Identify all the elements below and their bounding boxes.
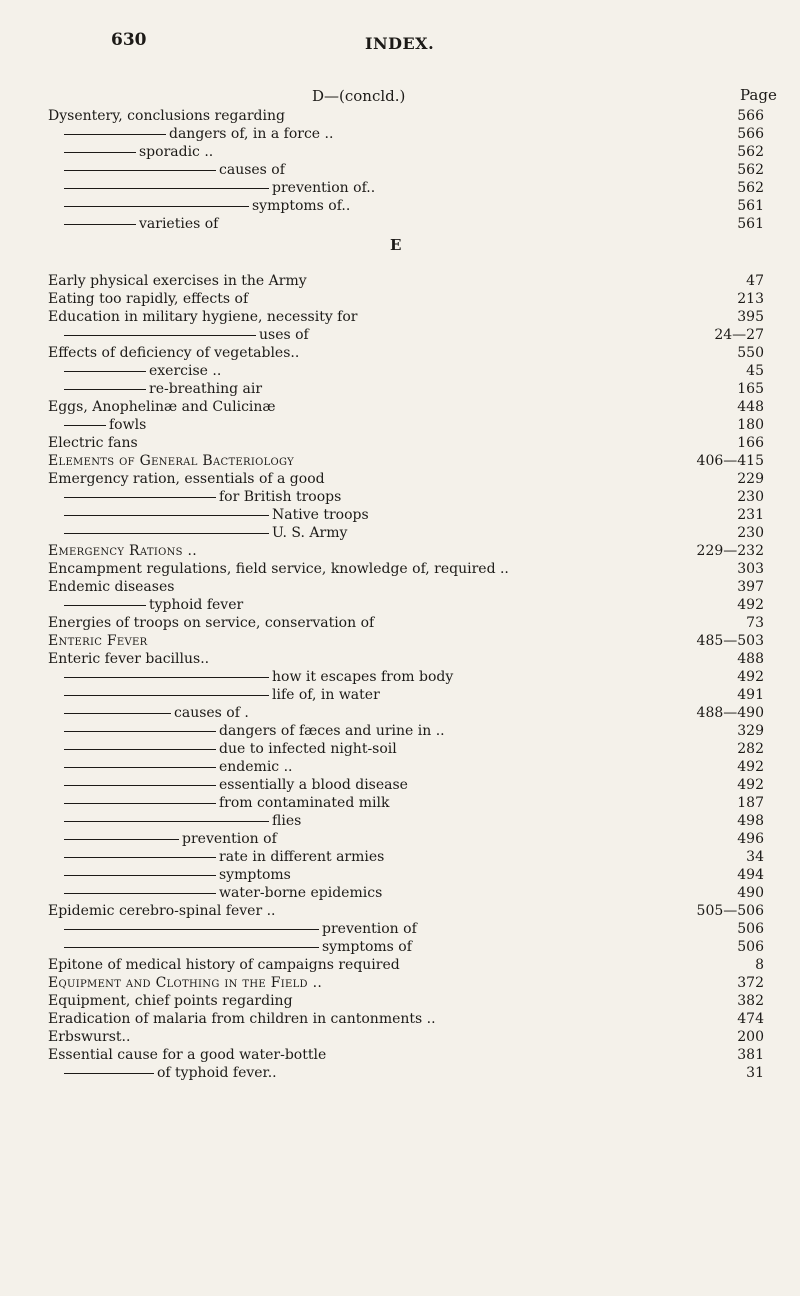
index-entry	[0, 939, 800, 955]
entry-page-number: 488	[737, 651, 764, 667]
index-entry	[0, 399, 800, 415]
index-entry-text	[64, 507, 369, 523]
index-entry-text	[64, 813, 301, 829]
entry-label: prevention of..	[272, 180, 376, 196]
ditto-rule	[64, 224, 136, 225]
entry-label: uses of	[259, 327, 309, 343]
entry-label: flies	[272, 813, 302, 829]
index-entry-text	[48, 651, 209, 667]
index-entry-text	[48, 579, 174, 595]
entry-label: Equipment, chief points regarding	[48, 993, 293, 1009]
entry-page-number: 505—506	[696, 903, 764, 919]
index-entry	[0, 216, 800, 232]
index-entry	[0, 651, 800, 667]
entry-page-number: 566	[737, 126, 764, 142]
entry-label: prevention of	[182, 831, 277, 847]
ditto-rule	[64, 875, 216, 876]
entry-label: Erbswurst..	[48, 1029, 131, 1045]
index-entry	[0, 993, 800, 1009]
ditto-rule	[64, 605, 146, 606]
index-entry	[0, 435, 800, 451]
ditto-rule	[64, 371, 146, 372]
index-entry	[0, 1065, 800, 1081]
ditto-rule	[64, 170, 216, 171]
ditto-rule	[64, 188, 269, 189]
entry-label: Enteric Fever	[48, 633, 148, 649]
entry-page-number: 73	[746, 615, 764, 631]
ditto-rule	[64, 821, 269, 822]
index-entry-text	[48, 1011, 436, 1027]
entry-label: U. S. Army	[272, 525, 348, 541]
index-entry-text	[64, 363, 221, 379]
entry-page-number: 213	[737, 291, 764, 307]
index-entry-text	[64, 831, 277, 847]
index-entry-text	[64, 759, 293, 775]
index-entry	[0, 669, 800, 685]
entry-page-number: 506	[737, 921, 764, 937]
entry-label: Native troops	[272, 507, 369, 523]
index-entry-text	[64, 741, 397, 757]
index-entry-text	[64, 939, 412, 955]
entry-page-number: 34	[746, 849, 764, 865]
entry-label: Education in military hygiene, necessity for	[48, 309, 358, 325]
index-entry-text	[64, 216, 218, 232]
ditto-rule	[64, 134, 166, 135]
page-number: 630	[111, 30, 147, 50]
index-entry-text	[48, 291, 248, 307]
entry-label: Equipment and Clothing in the Field ..	[48, 975, 323, 991]
index-entry	[0, 813, 800, 829]
index-entry-text	[64, 921, 417, 937]
index-entry	[0, 795, 800, 811]
entry-page-number: 8	[755, 957, 764, 973]
index-entry	[0, 633, 800, 649]
index-entry	[0, 309, 800, 325]
entry-label: from contaminated milk	[219, 795, 390, 811]
index-entry	[0, 198, 800, 214]
entry-label: Energies of troops on service, conservation of	[48, 615, 375, 631]
entry-page-number: 231	[737, 507, 764, 523]
section-letter-heading: E	[390, 236, 402, 254]
entry-label: re-breathing air	[149, 381, 263, 397]
index-entry	[0, 327, 800, 343]
entry-label: Dysentery, conclusions regarding	[48, 108, 285, 124]
index-entry-text	[64, 327, 309, 343]
entry-page-number: 395	[737, 309, 764, 325]
index-entry	[0, 144, 800, 160]
index-entry-text	[48, 615, 374, 631]
index-entry-text	[48, 471, 325, 487]
entry-page-number: 229	[737, 471, 764, 487]
ditto-rule	[64, 947, 319, 948]
index-entry-text	[48, 273, 307, 289]
entry-label: symptoms	[219, 867, 291, 883]
entry-label: dangers of, in a force ..	[169, 126, 334, 142]
page-column-label: Page	[740, 86, 777, 104]
index-entry-text	[64, 162, 285, 178]
entry-label: Effects of deficiency of vegetables..	[48, 345, 300, 361]
entry-page-number: 406—415	[696, 453, 764, 469]
entry-page-number: 488—490	[696, 705, 764, 721]
entry-page-number: 566	[737, 108, 764, 124]
section-continued-heading: D—(concld.)	[312, 87, 406, 105]
index-entry-text	[48, 435, 138, 451]
entry-page-number: 561	[737, 198, 764, 214]
index-entry	[0, 507, 800, 523]
index-entry	[0, 108, 800, 124]
index-entry	[0, 291, 800, 307]
entry-label: rate in different armies	[219, 849, 385, 865]
index-entry	[0, 126, 800, 142]
entry-label: Elements of General Bacteriology	[48, 453, 295, 469]
index-entry	[0, 273, 800, 289]
index-entry	[0, 597, 800, 613]
index-entry-text	[48, 903, 276, 919]
ditto-rule	[64, 515, 269, 516]
index-entry	[0, 453, 800, 469]
entry-page-number: 550	[737, 345, 764, 361]
entry-label: Epidemic cerebro-spinal fever ..	[48, 903, 276, 919]
entry-label: Eating too rapidly, effects of	[48, 291, 249, 307]
entry-label: causes of .	[174, 705, 249, 721]
ditto-rule	[64, 893, 216, 894]
index-entry	[0, 759, 800, 775]
index-entry-text	[48, 561, 509, 577]
ditto-rule	[64, 731, 216, 732]
entry-label: Eggs, Anophelinæ and Culicinæ	[48, 399, 276, 415]
entry-label: sporadic ..	[139, 144, 214, 160]
index-entry-text	[48, 345, 299, 361]
index-entry	[0, 615, 800, 631]
index-entry	[0, 381, 800, 397]
entry-label: Emergency ration, essentials of a good	[48, 471, 325, 487]
index-entry-text	[64, 597, 243, 613]
entry-page-number: 166	[737, 435, 764, 451]
entry-page-number: 282	[737, 741, 764, 757]
entry-page-number: 229—232	[696, 543, 764, 559]
ditto-rule	[64, 929, 319, 930]
index-entry-text	[48, 957, 400, 973]
entry-label: due to infected night-soil	[219, 741, 397, 757]
entry-page-number: 24—27	[714, 327, 764, 343]
index-entry-text	[64, 867, 291, 883]
entry-page-number: 303	[737, 561, 764, 577]
entry-label: prevention of	[322, 921, 417, 937]
index-entry	[0, 741, 800, 757]
entry-label: Epitone of medical history of campaigns required	[48, 957, 400, 973]
index-entry-text	[64, 687, 380, 703]
entry-page-number: 45	[746, 363, 764, 379]
index-entry-text	[64, 1065, 277, 1081]
ditto-rule	[64, 425, 106, 426]
entry-label: of typhoid fever..	[157, 1065, 277, 1081]
index-entry-text	[48, 108, 285, 124]
entry-label: Endemic diseases	[48, 579, 175, 595]
index-entry-text	[64, 144, 213, 160]
entry-page-number: 165	[737, 381, 764, 397]
entry-page-number: 490	[737, 885, 764, 901]
index-entry-text	[64, 126, 333, 142]
entry-label: Emergency Rations ..	[48, 543, 198, 559]
index-entry	[0, 345, 800, 361]
entry-label: Early physical exercises in the Army	[48, 273, 307, 289]
entry-page-number: 561	[737, 216, 764, 232]
index-entry	[0, 903, 800, 919]
index-entry-text	[64, 885, 382, 901]
entry-label: causes of	[219, 162, 285, 178]
ditto-rule	[64, 749, 216, 750]
index-entry	[0, 471, 800, 487]
index-entry-text	[48, 993, 293, 1009]
index-entry	[0, 1011, 800, 1027]
index-entry-text	[48, 1029, 130, 1045]
ditto-rule	[64, 335, 256, 336]
entry-page-number: 230	[737, 489, 764, 505]
running-head: INDEX.	[365, 34, 435, 53]
entry-page-number: 492	[737, 759, 764, 775]
ditto-rule	[64, 389, 146, 390]
entry-label: essentially a blood disease	[219, 777, 408, 793]
entry-label: Enteric fever bacillus..	[48, 651, 210, 667]
index-entry	[0, 561, 800, 577]
index-entry-text	[48, 975, 322, 991]
index-entry-text	[64, 525, 347, 541]
ditto-rule	[64, 839, 179, 840]
entry-page-number: 381	[737, 1047, 764, 1063]
entry-page-number: 492	[737, 597, 764, 613]
index-entry-text	[64, 849, 384, 865]
entry-label: Encampment regulations, field service, knowledge of, required ..	[48, 561, 509, 577]
entry-page-number: 562	[737, 144, 764, 160]
index-entry-text	[48, 453, 294, 469]
index-entry	[0, 1047, 800, 1063]
ditto-rule	[64, 803, 216, 804]
entry-page-number: 498	[737, 813, 764, 829]
ditto-rule	[64, 497, 216, 498]
entry-page-number: 448	[737, 399, 764, 415]
entry-label: life of, in water	[272, 687, 380, 703]
entry-label: exercise ..	[149, 363, 222, 379]
ditto-rule	[64, 857, 216, 858]
ditto-rule	[64, 695, 269, 696]
ditto-rule	[64, 767, 216, 768]
index-entry	[0, 543, 800, 559]
entry-page-number: 372	[737, 975, 764, 991]
index-entry-text	[64, 489, 341, 505]
entry-label: varieties of	[139, 216, 219, 232]
entry-page-number: 230	[737, 525, 764, 541]
entry-page-number: 187	[737, 795, 764, 811]
ditto-rule	[64, 152, 136, 153]
index-entry	[0, 162, 800, 178]
index-entry-text	[64, 705, 249, 721]
index-entry-text	[64, 795, 389, 811]
index-entry	[0, 723, 800, 739]
entry-label: fowls	[109, 417, 147, 433]
index-entry-text	[64, 723, 445, 739]
entry-label: typhoid fever	[149, 597, 244, 613]
index-entry-text	[64, 669, 453, 685]
entry-page-number: 47	[746, 273, 764, 289]
entry-label: water-borne epidemics	[219, 885, 383, 901]
index-entry-text	[48, 1047, 326, 1063]
index-entry-text	[64, 198, 350, 214]
index-entry-text	[64, 381, 262, 397]
entry-page-number: 382	[737, 993, 764, 1009]
index-entry-text	[48, 399, 276, 415]
entry-page-number: 492	[737, 669, 764, 685]
entry-page-number: 562	[737, 162, 764, 178]
index-entry-text	[64, 417, 146, 433]
index-entry-text	[64, 777, 408, 793]
entry-label: Eradication of malaria from children in cantonments ..	[48, 1011, 436, 1027]
entry-page-number: 329	[737, 723, 764, 739]
ditto-rule	[64, 713, 171, 714]
ditto-rule	[64, 206, 249, 207]
entry-page-number: 485—503	[696, 633, 764, 649]
ditto-rule	[64, 677, 269, 678]
entry-page-number: 200	[737, 1029, 764, 1045]
entry-page-number: 562	[737, 180, 764, 196]
entry-page-number: 397	[737, 579, 764, 595]
entry-page-number: 180	[737, 417, 764, 433]
index-entry	[0, 489, 800, 505]
index-entry-text	[48, 633, 148, 649]
entry-label: endemic ..	[219, 759, 293, 775]
entry-label: dangers of fæces and urine in ..	[219, 723, 445, 739]
entry-label: symptoms of..	[252, 198, 351, 214]
entry-label: Essential cause for a good water-bottle	[48, 1047, 327, 1063]
index-entry	[0, 363, 800, 379]
index-entry	[0, 687, 800, 703]
index-entry	[0, 867, 800, 883]
index-entry	[0, 849, 800, 865]
entry-page-number: 491	[737, 687, 764, 703]
entry-page-number: 506	[737, 939, 764, 955]
entry-page-number: 474	[737, 1011, 764, 1027]
index-entry-text	[48, 309, 357, 325]
entry-label: symptoms of	[322, 939, 412, 955]
index-entry	[0, 885, 800, 901]
index-entry	[0, 525, 800, 541]
entry-page-number: 492	[737, 777, 764, 793]
entry-label: Electric fans	[48, 435, 138, 451]
index-entry	[0, 975, 800, 991]
entry-page-number: 494	[737, 867, 764, 883]
index-entry-text	[48, 543, 197, 559]
entry-page-number: 496	[737, 831, 764, 847]
ditto-rule	[64, 785, 216, 786]
ditto-rule	[64, 1073, 154, 1074]
ditto-rule	[64, 533, 269, 534]
index-entry	[0, 1029, 800, 1045]
index-entry	[0, 777, 800, 793]
index-entry-text	[64, 180, 375, 196]
entry-page-number: 31	[746, 1065, 764, 1081]
index-entry	[0, 921, 800, 937]
index-entry	[0, 705, 800, 721]
index-entry	[0, 417, 800, 433]
entry-label: for British troops	[219, 489, 342, 505]
index-entry	[0, 957, 800, 973]
entry-label: how it escapes from body	[272, 669, 454, 685]
index-entry	[0, 831, 800, 847]
index-entry	[0, 579, 800, 595]
index-entry	[0, 180, 800, 196]
